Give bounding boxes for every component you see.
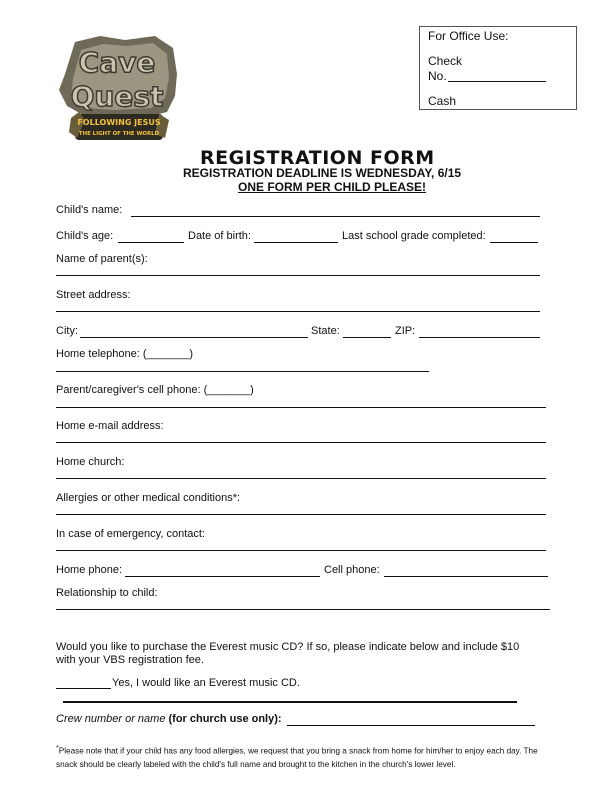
email-label: Home e-mail address:: [56, 420, 164, 432]
home-telephone-label: Home telephone: (_______): [56, 348, 193, 360]
city-label: City:: [56, 325, 78, 337]
emergency-cell-phone-label: Cell phone:: [324, 564, 380, 576]
emergency-cell-phone-field[interactable]: [384, 576, 548, 577]
office-check-label: Check: [428, 54, 463, 68]
street-label: Street address:: [56, 289, 131, 301]
grade-label: Last school grade completed:: [342, 230, 486, 242]
relationship-field[interactable]: [56, 609, 550, 610]
street-field[interactable]: [56, 311, 540, 312]
emergency-field[interactable]: [56, 550, 546, 551]
dob-field[interactable]: [254, 242, 338, 243]
office-cash-label: Cash: [428, 94, 457, 108]
footnote-star: *: [56, 745, 59, 752]
crew-field[interactable]: [287, 725, 535, 726]
emergency-home-phone-field[interactable]: [125, 576, 320, 577]
email-field[interactable]: [56, 442, 546, 443]
child-name-field[interactable]: [131, 216, 540, 217]
dob-label: Date of birth:: [188, 230, 251, 242]
home-church-label: Home church:: [56, 456, 125, 468]
relationship-label: Relationship to child:: [56, 587, 158, 599]
zip-label: ZIP:: [395, 325, 416, 337]
one-form-notice: ONE FORM PER CHILD PLEASE!: [238, 180, 427, 194]
cell-phone-field[interactable]: [56, 407, 546, 408]
child-name-label: Child's name:: [56, 204, 123, 216]
logo-tagline-1: FOLLOWING JESUS: [77, 118, 161, 127]
emergency-home-phone-label: Home phone:: [56, 564, 123, 576]
logo-cave-text: Cave: [78, 46, 156, 79]
parent-name-field[interactable]: [56, 275, 540, 276]
page-title: REGISTRATION FORM: [200, 147, 435, 169]
deadline-text: REGISTRATION DEADLINE IS WEDNESDAY, 6/15: [183, 166, 462, 180]
city-field[interactable]: [80, 337, 308, 338]
cd-question-line-2: with your VBS registration fee.: [56, 654, 204, 666]
cd-question-line-1: Would you like to purchase the Everest music CD? If so, please indicate below and include $10: [56, 641, 520, 653]
emergency-label: In case of emergency, contact:: [56, 528, 205, 540]
cd-yes-field[interactable]: [56, 688, 111, 689]
cell-phone-label: Parent/caregiver's cell phone: (_______): [56, 384, 254, 396]
footnote-text: Please note that if your child has any food allergies, we request that you bring a snack from home for him/her to enjoy each day. The snack should be clearly labeled with the child's full name and brought to the kitchen in the church's lower level.: [56, 746, 538, 769]
child-age-label: Child's age:: [56, 230, 114, 242]
crew-note: (for church use only):: [165, 713, 282, 725]
allergies-field[interactable]: [56, 514, 546, 515]
office-use-title: For Office Use:: [428, 29, 509, 43]
zip-field[interactable]: [419, 337, 540, 338]
home-church-field[interactable]: [56, 478, 546, 479]
church-use-divider: [63, 701, 517, 703]
allergy-footnote: [56, 742, 556, 771]
home-telephone-field[interactable]: [56, 371, 429, 372]
office-use-box: [419, 26, 577, 110]
logo-quest-text: Quest: [70, 80, 164, 113]
state-field[interactable]: [343, 337, 391, 338]
parent-name-label: Name of parent(s):: [56, 253, 148, 265]
state-label: State:: [311, 325, 340, 337]
cd-yes-label: Yes, I would like an Everest music CD.: [112, 677, 300, 689]
grade-field[interactable]: [490, 242, 538, 243]
logo-tagline-2: THE LIGHT OF THE WORLD: [78, 131, 160, 137]
office-number-line[interactable]: [448, 81, 546, 82]
crew-label: Crew number or name: [56, 713, 166, 725]
child-age-field[interactable]: [118, 242, 184, 243]
allergies-label: Allergies or other medical conditions*:: [56, 492, 241, 504]
office-number-label: No.: [428, 69, 447, 83]
cave-quest-logo: [55, 34, 180, 146]
